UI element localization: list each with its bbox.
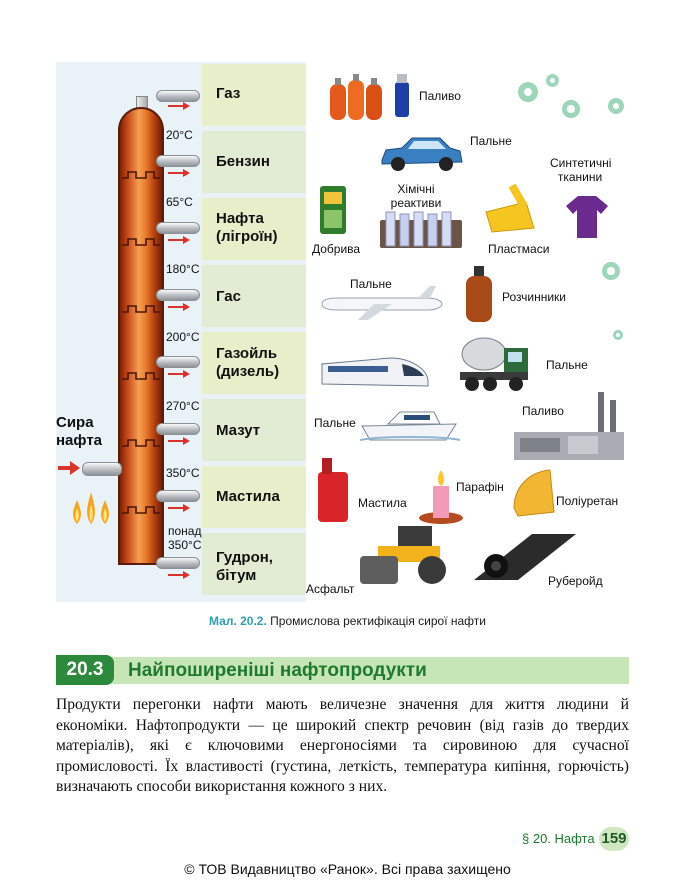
road-roller-icon	[358, 522, 454, 586]
caption-number: Мал. 20.2.	[209, 614, 267, 628]
lighter-icon	[394, 74, 410, 118]
polyurethane-foam-icon	[510, 468, 556, 518]
body-paragraph: Продукти перегонки нафти мають величезне значення для життя людини й економіки. Нафтопродукти — це широкий спектр речовин (від газів до твердих матеріалів), які є ключовими енергоносіями та сировиною для сучасної промисловості. Їх властивості (густина, леткість, температура кипіння, горючість) визначають способи використання кожного з них.	[56, 696, 629, 795]
flow-arrow-icon	[168, 169, 190, 177]
product-label: Пластмаси	[488, 242, 550, 256]
fraction-label-kerosene: Гас	[216, 288, 241, 305]
train-icon	[320, 340, 430, 390]
feed-pipe	[82, 462, 122, 476]
outlet-pipe	[156, 155, 200, 167]
product-label: Парафін	[456, 480, 504, 494]
boat-icon	[360, 402, 460, 442]
chemical-reagents-icon	[378, 210, 464, 250]
outlet-pipe	[156, 222, 200, 234]
product-label: Пальне	[350, 277, 392, 291]
decor-bubble	[613, 330, 623, 340]
fertilizer-bag-icon	[318, 184, 348, 236]
decor-bubble	[602, 262, 620, 280]
column-tray	[122, 371, 160, 381]
flow-arrow-icon	[168, 437, 190, 445]
flow-arrow-icon	[168, 571, 190, 579]
product-label: Руберойд	[548, 574, 603, 588]
dustpan-icon	[482, 184, 538, 234]
outlet-pipe	[156, 557, 200, 569]
temperature-label: 270°C	[166, 399, 200, 413]
temperature-label: понад 350°C	[168, 524, 202, 552]
fraction-label-naphtha: Нафта (лігроїн)	[216, 210, 278, 245]
product-label: Хімічні реактиви	[390, 182, 442, 210]
distillation-figure	[56, 62, 626, 602]
solvent-bottle-icon	[464, 266, 494, 324]
candle-icon	[416, 468, 466, 526]
burner-flame-icon	[70, 486, 112, 526]
column-tray	[122, 170, 160, 180]
product-label: Асфальт	[306, 582, 355, 596]
oil-canister-icon	[314, 458, 352, 524]
outlet-pipe	[156, 289, 200, 301]
product-label: Добрива	[312, 242, 361, 256]
temperature-label: 180°C	[166, 262, 200, 276]
airplane-icon	[318, 286, 444, 322]
flow-arrow-icon	[168, 504, 190, 512]
product-label: Пальне	[546, 358, 588, 372]
outlet-pipe	[156, 90, 200, 102]
fraction-label-fuel-oil: Мазут	[216, 422, 261, 439]
decor-bubble	[518, 82, 538, 102]
flow-arrow-icon	[168, 370, 190, 378]
temperature-label: 350°C	[166, 466, 200, 480]
fraction-label-lubricants: Мастила	[216, 488, 280, 505]
feed-arrow-icon	[58, 461, 80, 475]
decor-bubble	[546, 74, 559, 87]
section-title: Найпоширеніші нафтопродукти	[128, 660, 427, 681]
column-tray	[122, 505, 160, 515]
temperature-label: 65°C	[166, 195, 193, 209]
copyright-notice: © ТОВ Видавництво «Ранок». Всі права захищено	[184, 861, 511, 877]
flow-arrow-icon	[168, 303, 190, 311]
car-icon	[378, 132, 464, 174]
outlet-pipe	[156, 423, 200, 435]
product-label: Паливо	[419, 89, 461, 103]
flow-arrow-icon	[168, 236, 190, 244]
figure-caption	[0, 614, 695, 628]
decor-bubble	[608, 98, 624, 114]
product-label: Пальне	[470, 134, 512, 148]
page-number: 159	[599, 827, 629, 851]
fraction-label-diesel: Газойль (дизель)	[216, 345, 280, 380]
outlet-pipe	[156, 356, 200, 368]
product-label: Синтетичні тканини	[550, 156, 612, 184]
feed-label: Сира нафта	[56, 414, 103, 449]
power-plant-icon	[510, 392, 626, 462]
product-label: Паливо	[522, 404, 564, 418]
flow-arrow-icon	[168, 102, 190, 110]
concrete-truck-icon	[456, 328, 530, 392]
column-tray	[122, 438, 160, 448]
caption-text: Промислова ректифікація сирої нафти	[270, 614, 486, 628]
fraction-label-gasoline: Бензин	[216, 153, 270, 170]
product-label: Поліуретан	[556, 494, 619, 508]
section-number: 20.3	[56, 655, 114, 685]
temperature-label: 20°C	[166, 128, 193, 142]
fraction-label-bitumen: Гудрон, бітум	[216, 549, 273, 584]
product-label: Мастила	[358, 496, 407, 510]
tshirt-icon	[566, 194, 608, 238]
fraction-label-gas: Газ	[216, 85, 241, 102]
footer-section-ref: § 20. Нафта	[522, 831, 595, 846]
column-tray	[122, 237, 160, 247]
decor-bubble	[562, 100, 580, 118]
product-label: Пальне	[314, 416, 356, 430]
column-tray	[122, 304, 160, 314]
outlet-pipe	[156, 490, 200, 502]
temperature-label: 200°C	[166, 330, 200, 344]
product-label: Розчинники	[502, 290, 566, 304]
gas-cylinders-icon	[328, 72, 384, 124]
